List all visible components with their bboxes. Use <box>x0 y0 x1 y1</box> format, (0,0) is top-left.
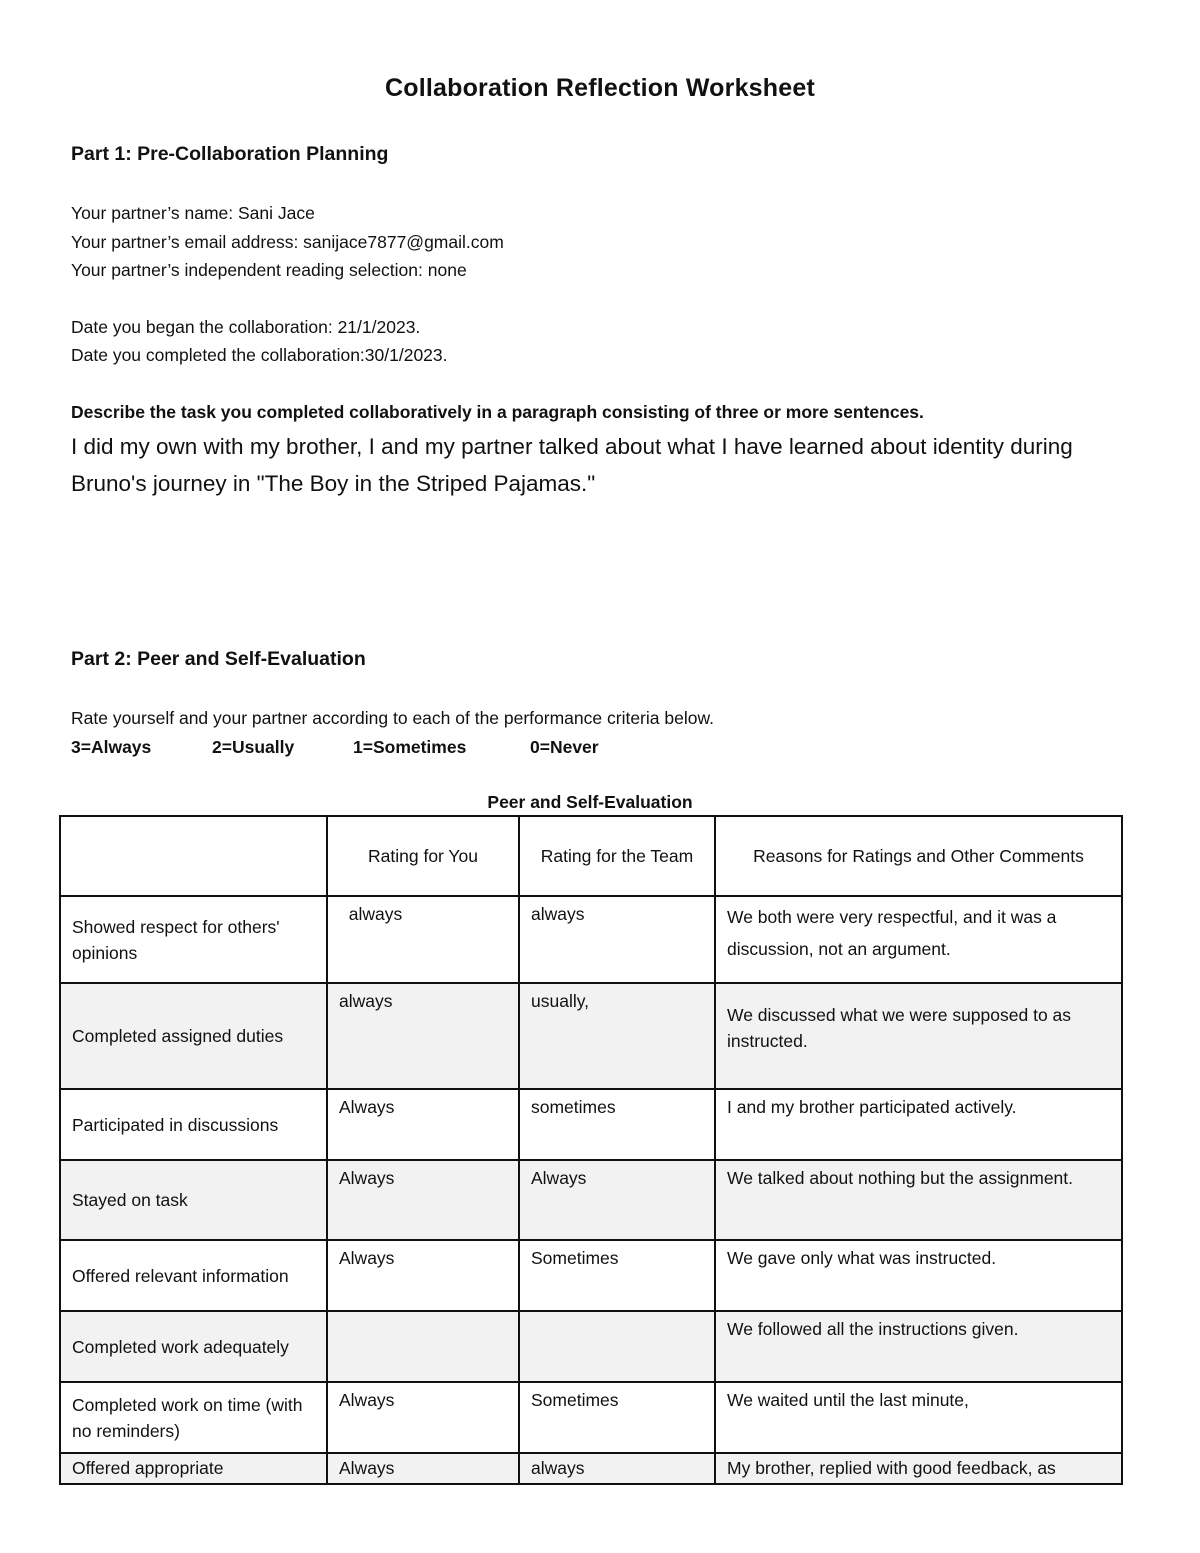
rating-you-cell: Always <box>327 1160 519 1240</box>
comment-cell <box>715 983 1122 1089</box>
header-comments: Reasons for Ratings and Other Comments <box>715 816 1122 896</box>
criterion-cell: Stayed on task <box>60 1160 327 1240</box>
criterion-cell: Showed respect for others' opinions <box>60 896 327 983</box>
header-rating-team: Rating for the Team <box>519 816 715 896</box>
rating-you-cell: always <box>327 983 519 1089</box>
table-row <box>60 1382 1122 1453</box>
part1-heading: Part 1: Pre-Collaboration Planning <box>71 143 389 165</box>
rating-team-cell: Sometimes <box>519 1382 715 1453</box>
rating-you-cell: always <box>327 896 519 983</box>
table-row <box>60 983 1122 1089</box>
comment-cell: I and my brother participated actively. <box>715 1089 1122 1160</box>
partner-name: Your partner’s name: Sani Jace <box>71 203 315 223</box>
rating-you-cell: Always <box>327 1382 519 1453</box>
partner-email: Your partner’s email address: sanijace7877@gmail.com <box>71 232 504 252</box>
rating-team-cell: Always <box>519 1160 715 1240</box>
criterion-cell: Offered relevant information <box>60 1240 327 1311</box>
rating-you-cell <box>327 1311 519 1382</box>
scale-usually: 2=Usually <box>212 737 295 757</box>
rating-team-cell: sometimes <box>519 1089 715 1160</box>
comment-cell: We gave only what was instructed. <box>715 1240 1122 1311</box>
partner-reading: Your partner’s independent reading selection: none <box>71 260 467 280</box>
criterion-cell: Completed work on time (with no reminders) <box>60 1382 327 1453</box>
criterion-cell: Completed assigned duties <box>60 983 327 1089</box>
scale-always: 3=Always <box>71 737 152 757</box>
scale-never: 0=Never <box>530 737 599 757</box>
table-row <box>60 1240 1122 1311</box>
date-began: Date you began the collaboration: 21/1/2023. <box>71 317 421 337</box>
criterion-cell: Offered appropriate <box>60 1453 327 1484</box>
part2-heading: Part 2: Peer and Self-Evaluation <box>71 648 366 670</box>
rating-you-cell: Always <box>327 1453 519 1484</box>
comment-cell: We talked about nothing but the assignment. <box>715 1160 1122 1240</box>
evaluation-table <box>59 815 1123 1485</box>
rating-team-cell: Sometimes <box>519 1240 715 1311</box>
comment-cell: My brother, replied with good feedback, as <box>715 1453 1122 1484</box>
task-response: I did my own with my brother, I and my partner talked about what I have learned about identity during Bruno's journey in "The Boy in the Striped Pajamas." <box>71 434 1073 496</box>
rating-instructions: Rate yourself and your partner according to each of the performance criteria below. <box>71 708 714 728</box>
criterion-cell: Participated in discussions <box>60 1089 327 1160</box>
table-row <box>60 1311 1122 1382</box>
rating-you-cell: Always <box>327 1089 519 1160</box>
rating-team-cell: always <box>519 896 715 983</box>
criterion-cell: Completed work adequately <box>60 1311 327 1382</box>
comment-text: We both were very respectful, and it was a discussion, not an argument. <box>727 907 1057 959</box>
comment-cell <box>715 896 1122 983</box>
date-completed: Date you completed the collaboration:30/1/2023. <box>71 345 448 365</box>
table-row <box>60 1160 1122 1240</box>
table-row <box>60 1453 1122 1484</box>
table-row <box>60 1089 1122 1160</box>
page-title: Collaboration Reflection Worksheet <box>384 74 815 102</box>
task-prompt: Describe the task you completed collaboratively in a paragraph consisting of three or more sentences. <box>71 402 924 422</box>
header-criteria <box>60 816 327 896</box>
table-header-row <box>60 816 1122 896</box>
header-rating-you: Rating for You <box>327 816 519 896</box>
rating-team-cell: always <box>519 1453 715 1484</box>
comment-cell: We waited until the last minute, <box>715 1382 1122 1453</box>
table-caption: Peer and Self-Evaluation <box>487 792 693 812</box>
rating-team-cell <box>519 1311 715 1382</box>
table-row <box>60 896 1122 983</box>
comment-text: We discussed what we were supposed to as instructed. <box>727 1005 1072 1051</box>
rating-you-cell: Always <box>327 1240 519 1311</box>
comment-cell: We followed all the instructions given. <box>715 1311 1122 1382</box>
rating-team-cell: usually, <box>519 983 715 1089</box>
scale-sometimes: 1=Sometimes <box>353 737 467 757</box>
